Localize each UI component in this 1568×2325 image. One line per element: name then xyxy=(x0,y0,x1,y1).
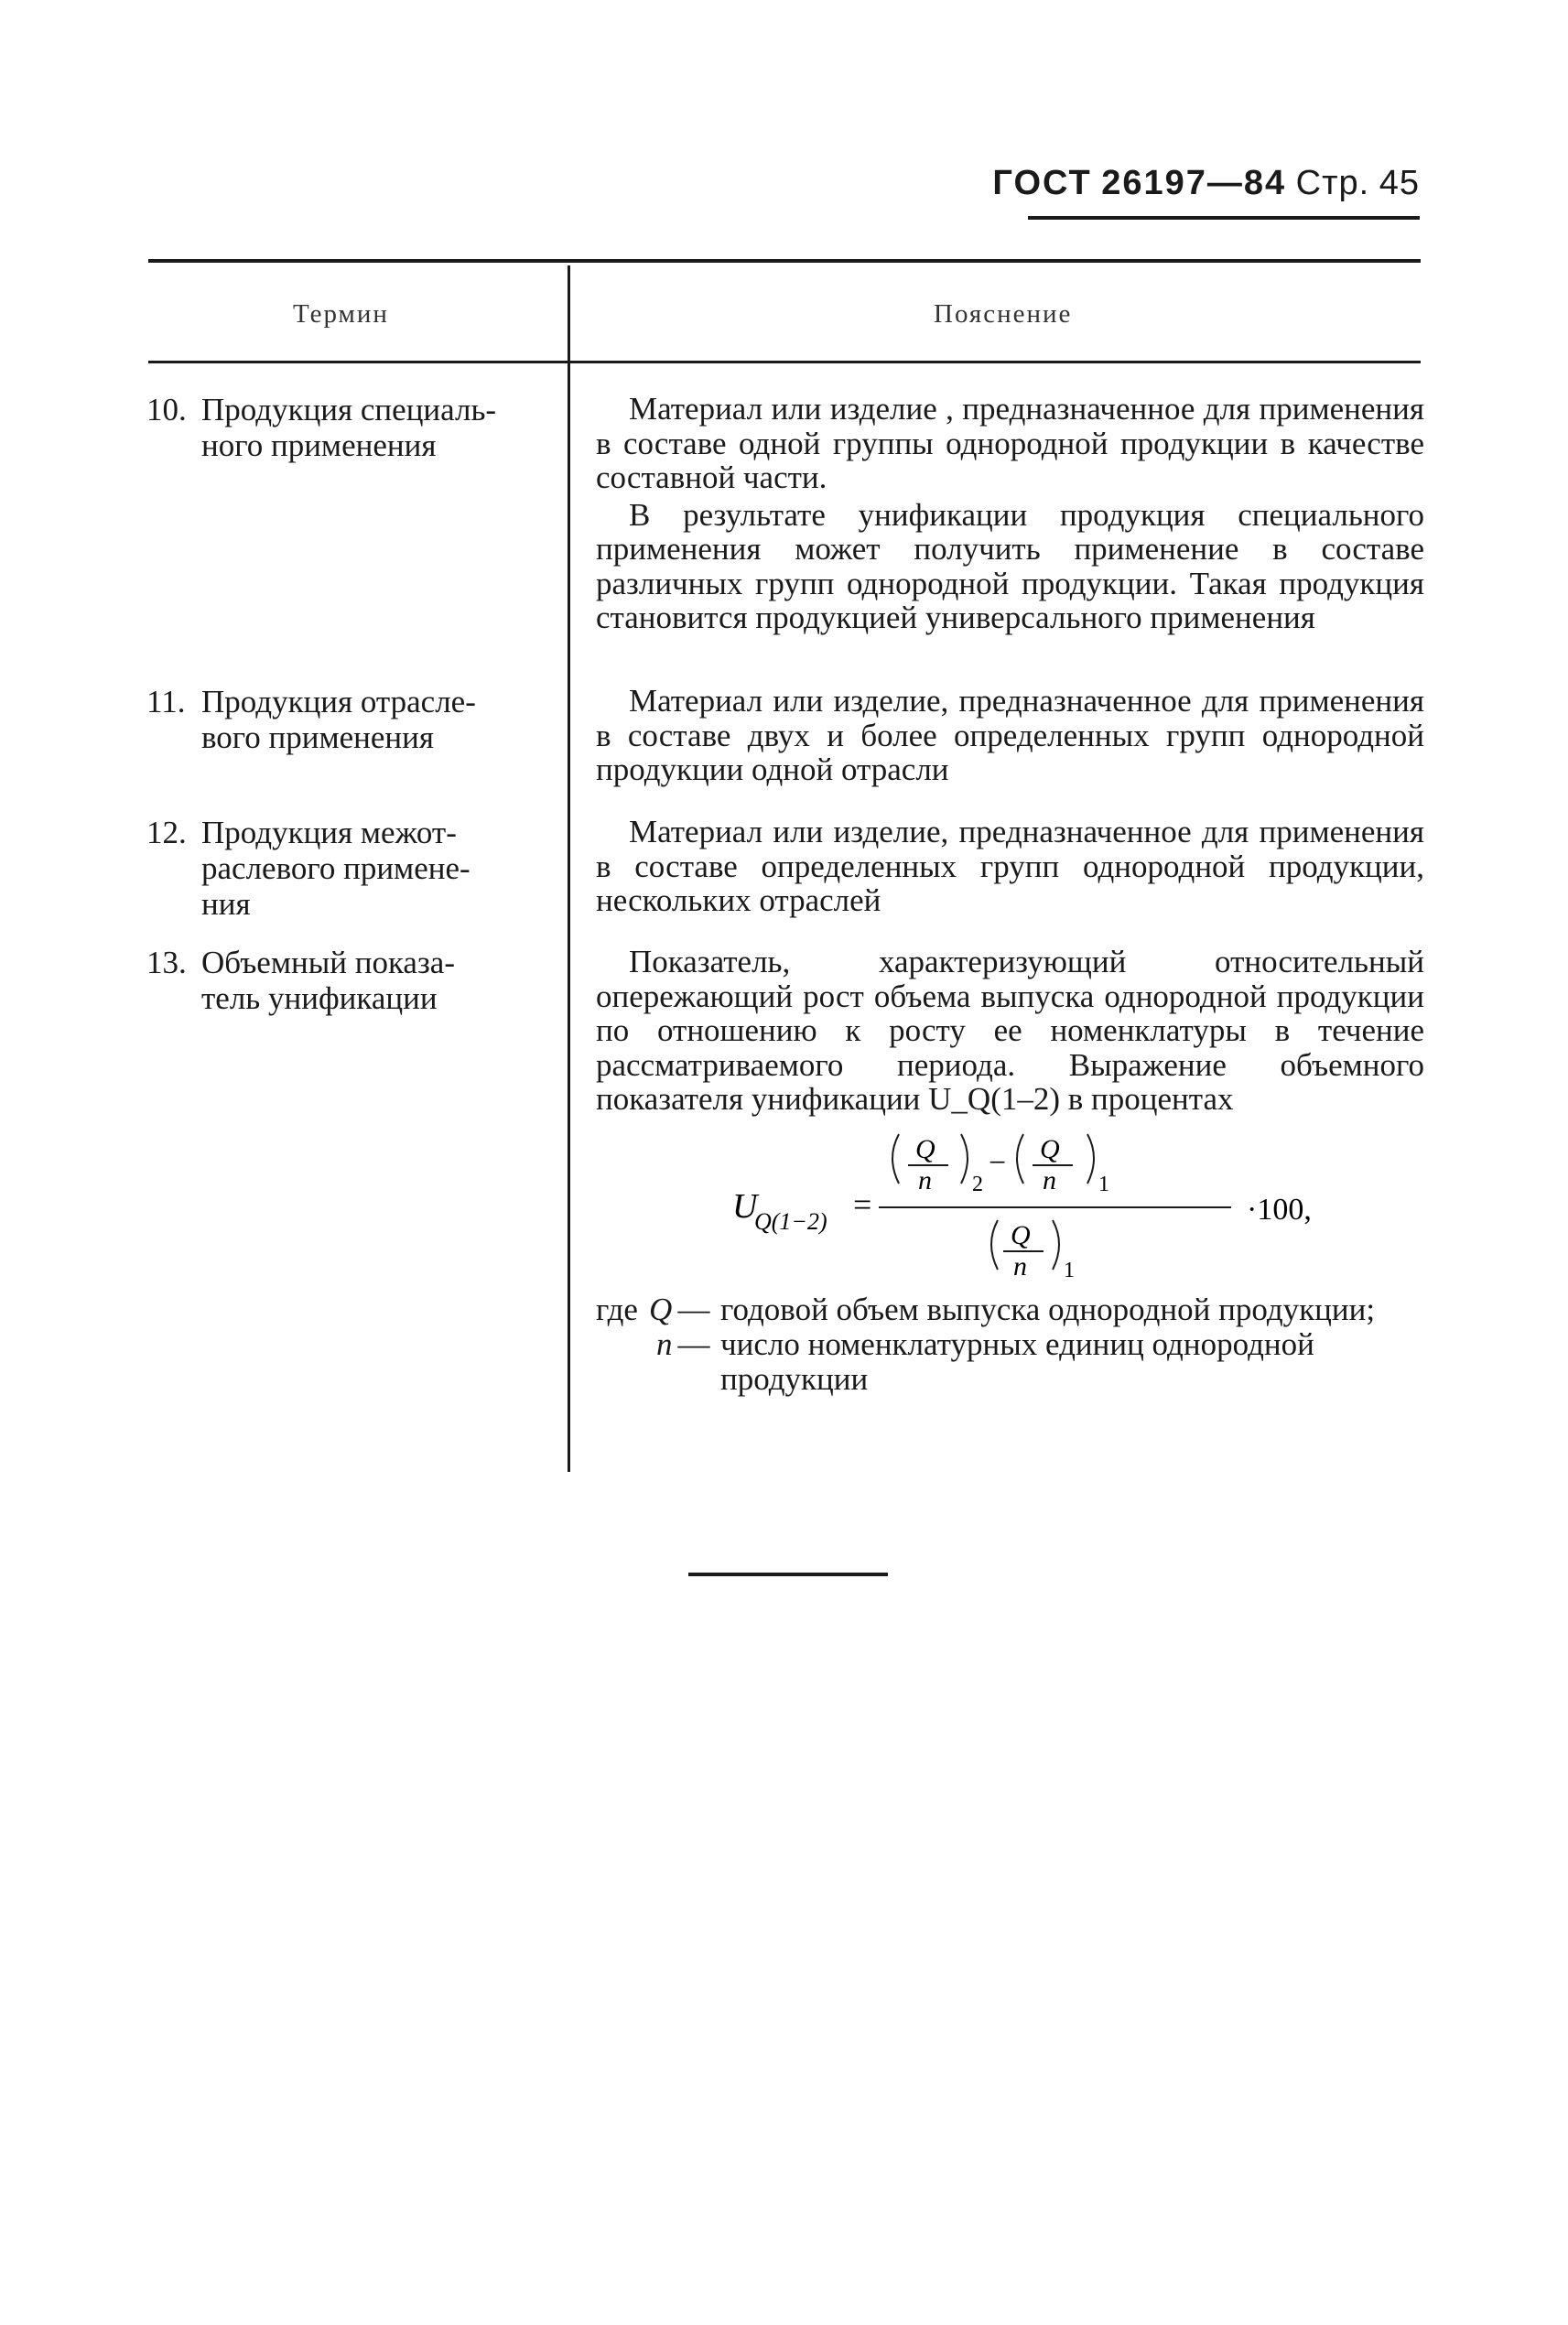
formula-q: Q xyxy=(1040,1134,1060,1164)
formula-q: Q xyxy=(1011,1220,1031,1250)
term-line: раслевого примене- xyxy=(201,850,470,886)
legend-item-q xyxy=(596,1292,1424,1327)
term-line: ния xyxy=(201,886,251,922)
column-divider xyxy=(568,265,570,1472)
paren-close xyxy=(1087,1134,1094,1184)
formula-q: Q xyxy=(915,1134,935,1164)
legend-symbol: Q xyxy=(649,1292,673,1327)
term-line: тель унификации xyxy=(201,980,438,1016)
explanation-paragraph: Материал или изделие , предназначенное для применения в составе одной группы однородной продукции в качестве составной части. xyxy=(596,391,1424,495)
formula-sub1: 1 xyxy=(1098,1173,1109,1196)
term-line: вого применения xyxy=(201,719,434,755)
formula-sub1: 1 xyxy=(1064,1259,1075,1282)
paren-open xyxy=(1017,1134,1023,1184)
term-number: 12. xyxy=(146,815,187,850)
legend-intro: где xyxy=(596,1292,638,1327)
explanation-11 xyxy=(596,684,1424,787)
term-line: Продукция отрасле- xyxy=(201,684,476,719)
explanation-paragraph: В результате унификации продукция специального применения может получить применение в составе различных групп однородной продукции. Такая продукция становится продукцией универсального применения xyxy=(596,496,1424,635)
formula-equals: = xyxy=(853,1186,872,1223)
formula-n: n xyxy=(1043,1165,1056,1195)
standard-number: 26197—84 xyxy=(1101,164,1287,202)
unification-formula xyxy=(732,1130,1373,1286)
paren-close xyxy=(1053,1220,1059,1270)
term-number: 10. xyxy=(146,392,187,427)
explanation-13 xyxy=(596,945,1424,1117)
column-header-term: Термин xyxy=(293,299,389,329)
explanation-paragraph: Показатель, характеризующий относительный опережающий рост объема выпуска однородной продукции по отношению к росту ее номенклатуры в течение рассматриваемого периода. Выражение объемного показателя унификации U_Q(1–2) в процентах xyxy=(596,944,1424,1117)
term-11 xyxy=(146,684,549,755)
header-underline xyxy=(1028,216,1420,220)
explanation-12 xyxy=(596,815,1424,918)
formula-legend xyxy=(596,1292,1424,1397)
term-13 xyxy=(146,945,549,1016)
term-line: Объемный показа- xyxy=(201,945,455,980)
page-header xyxy=(992,163,1420,203)
legend-text: годовой объем выпуска однородной продукции; xyxy=(720,1292,1376,1327)
explanation-10 xyxy=(596,392,1424,635)
standard-label: ГОСТ xyxy=(992,164,1092,202)
formula-multiplier: ·100, xyxy=(1247,1193,1312,1227)
term-10 xyxy=(146,392,549,463)
formula-n: n xyxy=(1013,1251,1027,1281)
formula-n: n xyxy=(918,1165,932,1195)
term-number: 13. xyxy=(146,945,187,980)
formula-lhs: U xyxy=(732,1187,758,1226)
table-header-rule xyxy=(148,361,1421,363)
paren-open xyxy=(991,1220,998,1270)
term-line: ного применения xyxy=(201,427,437,463)
legend-item-n xyxy=(596,1327,1424,1397)
explanation-paragraph: Материал или изделие, предназначенное для применения в составе двух и более определенных групп однородной продукции одной отрасли xyxy=(596,683,1424,787)
table-top-rule xyxy=(148,259,1421,263)
term-line: Продукция специаль- xyxy=(201,392,497,427)
formula-sub2: 2 xyxy=(972,1173,983,1196)
page-label: Стр. xyxy=(1295,164,1370,202)
formula-minus: − xyxy=(989,1146,1007,1180)
page-number: 45 xyxy=(1379,164,1420,202)
term-12 xyxy=(146,815,549,922)
formula-lhs-subscript: Q(1−2) xyxy=(754,1208,827,1235)
legend-dash: — xyxy=(677,1292,710,1327)
paren-open xyxy=(892,1134,899,1184)
term-number: 11. xyxy=(146,684,186,719)
legend-symbol: n xyxy=(656,1326,673,1362)
explanation-paragraph: Материал или изделие, предназначенное для применения в составе определенных групп однородной продукции, нескольких отраслей xyxy=(596,814,1424,918)
column-header-explanation: Пояснение xyxy=(934,299,1073,329)
term-line: Продукция межот- xyxy=(201,815,457,850)
legend-dash: — xyxy=(677,1326,710,1362)
paren-close xyxy=(961,1134,968,1184)
legend-text: число номенклатурных единиц однородной продукции xyxy=(720,1326,1314,1397)
end-rule xyxy=(688,1573,888,1576)
